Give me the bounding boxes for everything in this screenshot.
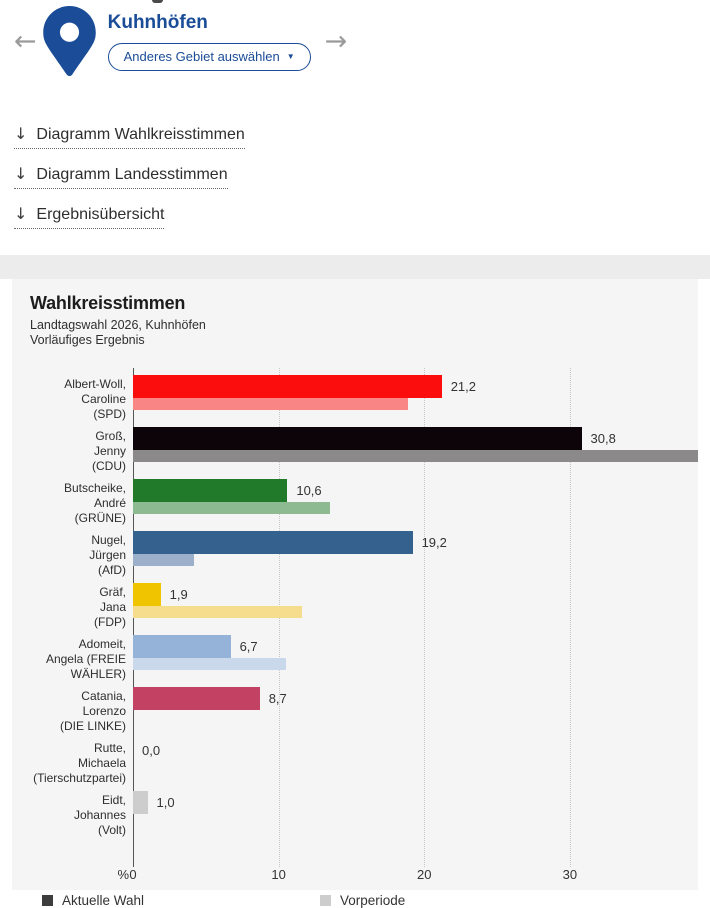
chart-row-cdu — [30, 427, 698, 479]
candidate-bars — [133, 687, 698, 739]
area-title: Kuhnhöfen — [107, 12, 208, 33]
legend-label: Aktuelle Wahl — [62, 893, 145, 908]
bar-chart — [30, 368, 698, 860]
candidate-label: Gräf, Jana (FDP) — [94, 585, 126, 629]
bar-value-label: 19,2 — [421, 535, 447, 550]
legend-label: Vorperiode — [340, 893, 406, 908]
bar-previous — [133, 398, 408, 410]
bar-value-label: 1,9 — [169, 587, 188, 602]
bar-value-label: 6,7 — [239, 639, 258, 654]
bar-previous — [133, 554, 194, 566]
bar-current — [133, 635, 231, 658]
candidate-bars — [133, 531, 698, 583]
bar-previous — [133, 450, 698, 462]
bar-current — [133, 531, 413, 554]
candidate-bars — [133, 375, 698, 427]
candidate-label: Catania, Lorenzo (DIE LINKE) — [59, 689, 126, 733]
bar-current — [133, 687, 260, 710]
jump-link-label: Diagramm Landesstimmen — [36, 166, 228, 183]
legend-swatch — [42, 895, 53, 906]
axis-tick-30: 30 — [562, 867, 578, 882]
bar-previous — [133, 502, 330, 514]
bar-value-label: 30,8 — [590, 431, 616, 446]
bar-previous — [133, 658, 286, 670]
area-header — [0, 0, 710, 96]
axis-tick-0: 0 — [129, 867, 137, 882]
chart-row-die-linke — [30, 687, 698, 739]
clipped-element-fragment — [152, 0, 163, 3]
candidate-bars — [133, 427, 698, 479]
bar-current — [133, 583, 161, 606]
chart-subtitle-status: Vorläufiges Ergebnis — [30, 333, 145, 347]
candidate-bars — [133, 479, 698, 531]
jump-links — [0, 96, 710, 255]
location-pin-icon — [43, 6, 96, 81]
axis-unit-label: % — [117, 867, 129, 882]
chart-subtitle: Landtagswahl 2026, Kuhnhöfen — [30, 318, 206, 332]
chart-row-fdp — [30, 583, 698, 635]
section-divider — [0, 255, 710, 279]
candidate-label: Adomeit, Angela (FREIE WÄHLER) — [45, 637, 126, 681]
legend-swatch — [320, 895, 331, 906]
candidate-bars — [133, 791, 698, 843]
next-area-button[interactable]: → — [324, 26, 348, 57]
bar-value-label: 0,0 — [142, 743, 161, 758]
bar-current — [133, 375, 442, 398]
chevron-down-icon: ▼ — [286, 51, 295, 61]
jump-link-landesstimmen — [14, 163, 228, 189]
bar-value-label: 10,6 — [296, 483, 322, 498]
candidate-bars — [133, 739, 698, 791]
jump-link-label: Diagramm Wahlkreisstimmen — [36, 126, 245, 143]
bar-previous — [133, 606, 302, 618]
down-arrow-icon: ↓ — [14, 204, 28, 223]
previous-area-button[interactable]: ← — [14, 26, 37, 57]
x-axis — [117, 867, 698, 887]
bar-current — [133, 427, 582, 450]
chart-row-tierschutzpartei — [30, 739, 698, 791]
chart-row-gr-ne — [30, 479, 698, 531]
chart-legend — [30, 893, 698, 908]
candidate-label: Nugel, Jürgen (AfD) — [89, 533, 126, 577]
jump-link-ergebnisuebersicht — [14, 203, 164, 229]
candidate-label: Eidt, Johannes (Volt) — [73, 793, 126, 837]
candidate-label: Butscheike, André (GRÜNE) — [63, 481, 126, 525]
bar-current — [133, 791, 148, 814]
candidate-bars — [133, 635, 698, 687]
down-arrow-icon: ↓ — [14, 124, 28, 143]
candidate-bars — [133, 583, 698, 635]
candidate-label: Albert-Woll, Caroline (SPD) — [64, 377, 126, 421]
down-arrow-icon: ↓ — [14, 164, 28, 183]
candidate-label: Rutte, Michaela (Tierschutzpartei) — [33, 741, 126, 785]
candidate-label: Groß, Jenny (CDU) — [92, 429, 126, 473]
chart-row-spd — [30, 375, 698, 427]
area-select-button[interactable] — [108, 43, 311, 71]
chart-card — [12, 279, 698, 908]
chart-row-volt — [30, 791, 698, 843]
chart-row-freie-w-hler — [30, 635, 698, 687]
bar-current — [133, 479, 287, 502]
jump-link-label: Ergebnisübersicht — [36, 206, 165, 223]
bar-value-label: 21,2 — [450, 379, 477, 394]
area-select-label: Anderes Gebiet auswählen — [123, 49, 280, 65]
legend-item-vorperiode — [320, 893, 405, 908]
axis-tick-20: 20 — [417, 867, 432, 882]
bar-value-label: 8,7 — [268, 691, 287, 706]
chart-title: Wahlkreisstimmen — [30, 293, 186, 313]
chart-row-afd — [30, 531, 698, 583]
bar-value-label: 1,0 — [156, 795, 175, 810]
jump-link-wahlkreisstimmen — [14, 123, 245, 149]
axis-tick-10: 10 — [271, 867, 286, 882]
chart-section — [0, 279, 710, 908]
legend-item-aktuelle-wahl — [42, 893, 320, 908]
